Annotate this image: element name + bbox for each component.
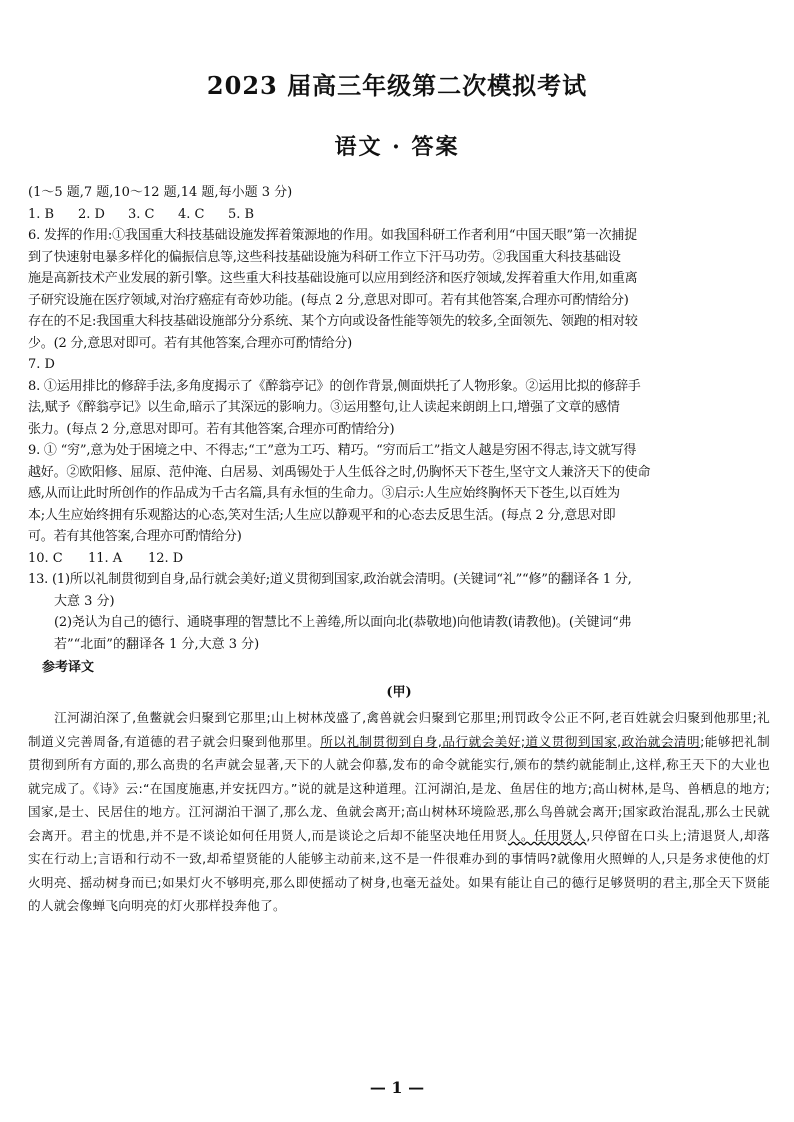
q6-line: 存在的不足:我国重大科技基础设施部分分系统、某个方向或设备性能等领先的较多,全面领先、领跑的相对较: [28, 314, 638, 329]
q6-line: 施是高新技术产业发展的新引擎。这些重大科技基础设施可以应用到经济和医疗领域,发挥着重大作用,如重离: [28, 271, 638, 286]
q8-line: 8. ①运用排比的修辞手法,多角度揭示了《醉翁亭记》的创作背景,侧面烘托了人物形象。②运用比拟的修辞手: [28, 378, 641, 394]
reference-translation-label: 参考译文: [42, 660, 95, 675]
answer-q11: 11. A: [88, 550, 123, 566]
page-number: — 1 —: [369, 1078, 425, 1097]
mc-answers-10-12: [28, 548, 770, 570]
q13-line: 13. (1)所以礼制贯彻到自身,品行就会美好;道义贯彻到国家,政治就会清明。(关键词“礼”“修”的翻译各 1 分,: [28, 572, 632, 587]
q13-line: 大意 3 分): [54, 593, 115, 609]
q9-line: 可。若有其他答案,合理亦可酌情给分): [28, 529, 242, 544]
answer-q3: 3. C: [128, 206, 155, 222]
answer-q9: [28, 440, 770, 548]
scoring-note: (1～5 题,7 题,10～12 题,14 题,每小题 3 分): [28, 185, 293, 200]
translation-part-1: 江河湖泊深了,鱼鳖就会归聚到它那里;山上树林茂盛了,禽兽就会归聚到它那里;刑罚政令公正不阿,老百姓就会归聚到他那里;礼制道义完善周备,有道德的君子就会归聚到他那里。: [28, 710, 770, 749]
answer-q10: 10. C: [28, 550, 63, 566]
page-subtitle: 语文 · 答案: [334, 134, 460, 160]
q13-line: (2)尧认为自己的德行、通晓事理的智慧比不上善绻,所以面向北(恭敬地)向他请教(请教他)。(关键词“弗: [54, 615, 632, 630]
answer-body: [28, 182, 770, 918]
q9-line: 本;人生应始终拥有乐观豁达的心态,笑对生活;人生应以静观平和的心态去反思生活。(每点 2 分,意思对即: [28, 507, 616, 523]
translation-part-2: ;能够把礼制贯彻到所有方面的,那么高贵的名声就会显著,天下的人就会仰慕,发布的命令就能实行,颁布的禁约就能制止,这样,称王天下的大业也就完成了。《诗》云:“在国度施惠,并安抚四方。”说的就是这种道理。江河湖泊,是龙、鱼居住的地方;高山树林,是鸟、兽栖息的地方;国家,是士、民居住的地方。江河湖泊干涸了,那么龙、鱼就会离开;高山树林环境险恶,那么鸟兽就会离开;国家政治混乱,那么士民就会离开。君主的忧患,并不是不谈论如何任用贤人,而是谈论之后却不能坚决地任用贤: [28, 733, 770, 843]
q6-line: 6. 发挥的作用:①我国重大科技基础设施发挥着策源地的作用。如我国科研工作者利用“中国天眼”第一次捕捉: [28, 228, 638, 243]
answer-q2: 2. D: [78, 206, 105, 222]
q9-line: 越好。②欧阳修、屈原、范仲淹、白居易、刘禹锡处于人生低谷之时,仍胸怀天下苍生,坚守文人兼济天下的使命: [28, 464, 651, 480]
answer-q1: 1. B: [28, 206, 55, 222]
mc-answers-1-5: [28, 204, 770, 226]
q6-line: 子研究设施在医疗领域,对治疗癌症有奇妙功能。(每点 2 分,意思对即可。若有其他答案,合理亦可酌情给分): [28, 292, 629, 308]
answer-q7: 7. D: [28, 357, 55, 372]
translation-part-3: ,只停留在口头上;清退贤人,却落实在行动上;言语和行动不一致,却希望贤能的人能够主动前来,这不是一件很难办到的事情吗?就像用火照蝉的人,只是务求使他的灯火明亮、摇动树身而已;如果灯火不够明亮,那么即使摇动了树身,也毫无益处。如果有能让自己的德行足够贤明的君主,那全天下贤能的人就会像蝉飞向明亮的灯火那样投奔他了。: [28, 827, 770, 913]
q9-line: 9. ① “穷”,意为处于困境之中、不得志;“工”意为工巧、精巧。“穷而后工”指文人越是穷困不得志,诗文就写得: [28, 443, 637, 458]
q6-line: 少。(2 分,意思对即可。若有其他答案,合理亦可酌情给分): [28, 335, 353, 351]
translation-wavy-underlined: 人。任用贤人: [507, 827, 587, 843]
translation-underlined: 所以礼制贯彻到自身,品行就会美好;道义贯彻到国家,政治就会清明: [320, 733, 701, 749]
q8-line: 张力。(每点 2 分,意思对即可。若有其他答案,合理亦可酌情给分): [28, 421, 395, 437]
translation-passage: [28, 706, 770, 918]
answer-q13: [28, 569, 770, 655]
answer-q4: 4. C: [178, 206, 205, 222]
q13-line: 若”“北面”的翻译各 1 分,大意 3 分): [54, 636, 260, 652]
answer-q8: [28, 376, 770, 441]
q8-line: 法,赋予《醉翁亭记》以生命,暗示了其深远的影响力。③运用整句,让人读起来朗朗上口,增强了文章的感情: [28, 400, 620, 415]
q6-line: 到了快速射电暴多样化的偏振信息等,这些科技基础设施为科研工作立下汗马功劳。②我国重大科技基础设: [28, 249, 621, 265]
q9-line: 感,从而让此时所创作的作品成为千古名篇,具有永恒的生命力。③启示:人生应始终胸怀天下苍生,以百姓为: [28, 486, 620, 501]
answer-q6: [28, 225, 770, 354]
answer-q12: 12. D: [148, 550, 184, 566]
answer-q5: 5. B: [228, 206, 255, 222]
page-title: 2023 届高三年级第二次模拟考试: [206, 71, 588, 100]
section-label-jia: (甲): [386, 684, 412, 700]
